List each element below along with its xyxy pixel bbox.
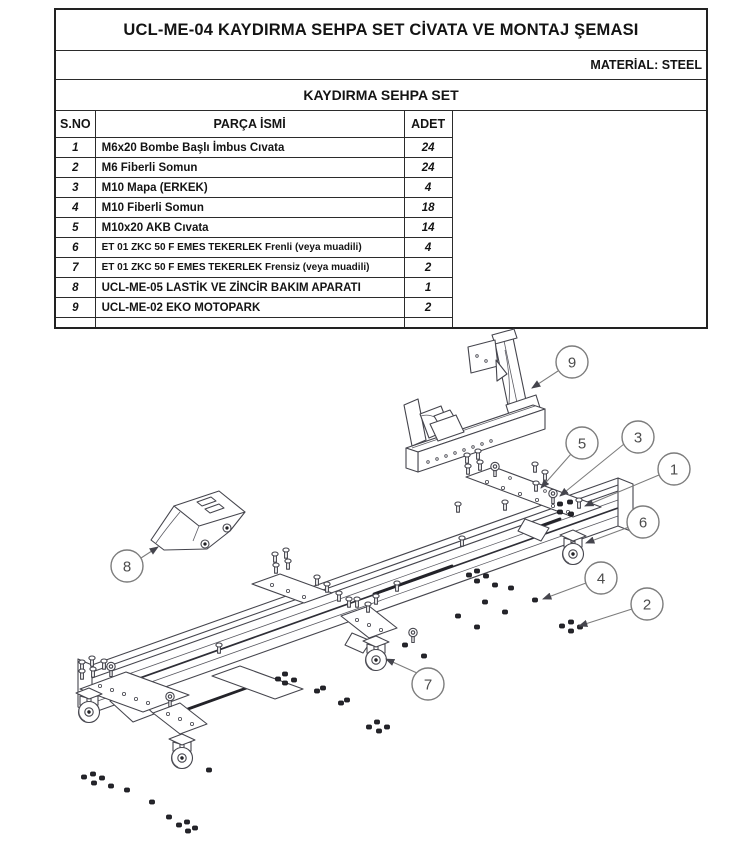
svg-text:6: 6	[638, 514, 648, 532]
eyebolt-group	[107, 462, 557, 706]
callout-9	[532, 346, 588, 388]
svg-text:5: 5	[577, 435, 587, 453]
caster-left-end	[76, 688, 102, 723]
table-row: 9 UCL-ME-02 EKO MOTOPARK 2	[55, 298, 707, 318]
table-row: 7 ET 01 ZKC 50 F EMES TEKERLEK Frensiz (veya muadili) 2	[55, 258, 707, 278]
table-row: 1 M6x20 Bombe Başlı İmbus Cıvata 24	[55, 138, 707, 158]
callout-7	[386, 659, 444, 700]
svg-text:9: 9	[567, 354, 577, 372]
svg-text:2: 2	[642, 596, 652, 614]
callout-1	[585, 453, 690, 506]
svg-text:8: 8	[122, 558, 132, 576]
col-header-part-name: PARÇA İSMİ	[95, 111, 404, 138]
table-row: 5 M10x20 AKB Cıvata 14	[55, 218, 707, 238]
caster-bottom	[169, 734, 195, 769]
svg-text:4: 4	[596, 570, 606, 588]
caster-mid	[363, 636, 389, 671]
table-row: 6 ET 01 ZKC 50 F EMES TEKERLEK Frenli (veya muadili) 4	[55, 238, 707, 258]
table-row: 8 UCL-ME-05 LASTİK VE ZİNCİR BAKIM APARATI 1	[55, 278, 707, 298]
col-header-sno: S.NO	[55, 111, 95, 138]
svg-text:3: 3	[633, 429, 643, 447]
scattered-nuts	[81, 500, 582, 833]
ramp-apparatus	[151, 491, 245, 550]
table-row: 2 M6 Fiberli Somun 24	[55, 158, 707, 178]
callout-2	[579, 588, 663, 626]
col-header-qty: ADET	[404, 111, 452, 138]
svg-text:7: 7	[423, 676, 433, 694]
callout-5	[541, 427, 598, 488]
set-subtitle: KAYDIRMA SEHPA SET	[55, 80, 707, 111]
page-title: UCL-ME-04 KAYDIRMA SEHPA SET CİVATA VE MONTAJ ŞEMASI	[55, 9, 707, 51]
svg-text:1: 1	[669, 461, 679, 479]
table-row: 3 M10 Mapa (ERKEK) 4	[55, 178, 707, 198]
material-label: MATERİAL: STEEL	[55, 51, 707, 80]
rail	[78, 478, 633, 713]
table-row: 4 M10 Fiberli Somun 18	[55, 198, 707, 218]
callout-8	[111, 547, 158, 582]
callout-4	[543, 562, 617, 599]
caster-right	[560, 530, 586, 565]
caster-plate-bottom	[153, 703, 207, 734]
